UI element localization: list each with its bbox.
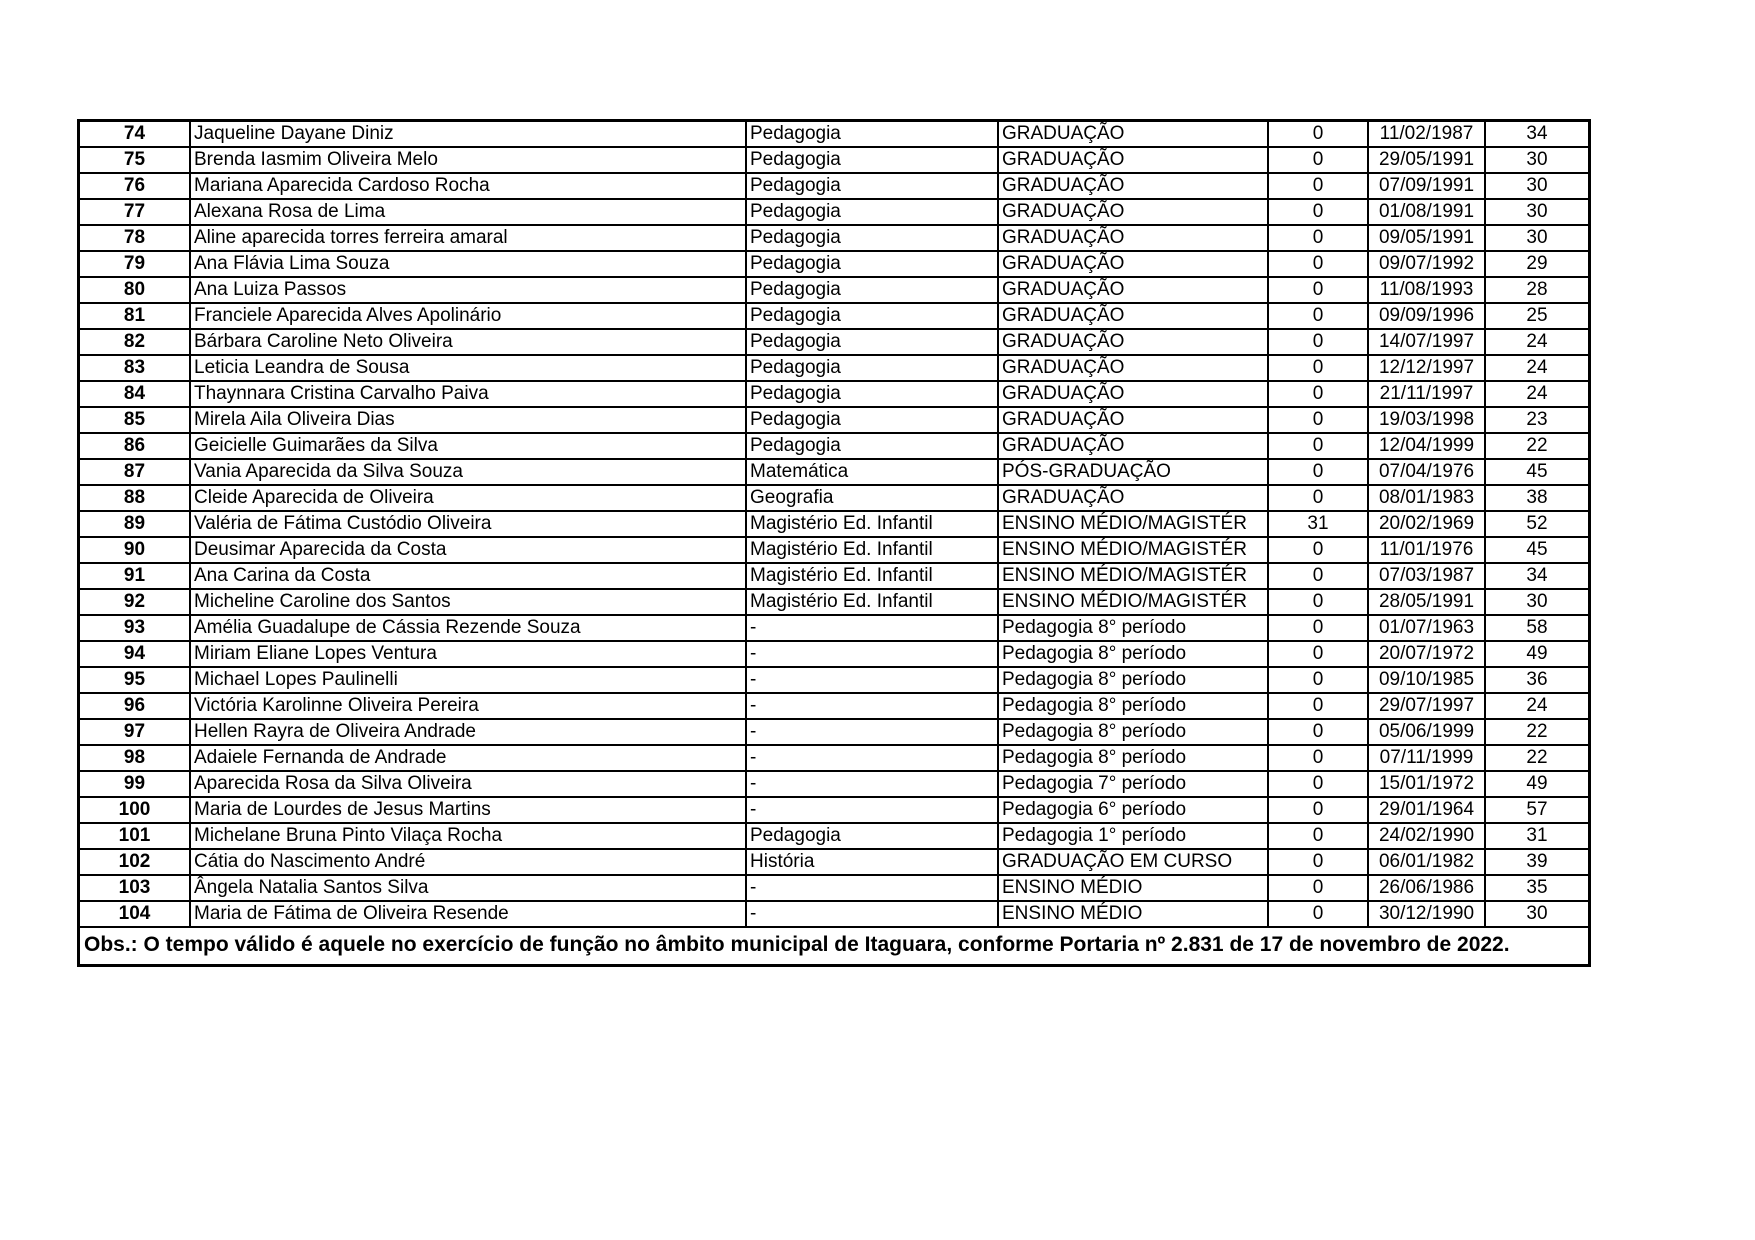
birth-date-cell: 01/08/1991 — [1368, 199, 1485, 225]
birth-date-cell: 12/04/1999 — [1368, 433, 1485, 459]
candidate-name: Geicielle Guimarães da Silva — [190, 433, 746, 459]
service-time-cell: 0 — [1268, 797, 1368, 823]
service-time-cell: 0 — [1268, 615, 1368, 641]
education-level-cell: GRADUAÇÃO — [998, 355, 1268, 381]
education-level-cell: GRADUAÇÃO — [998, 199, 1268, 225]
candidate-name: Cátia do Nascimento André — [190, 849, 746, 875]
service-time-cell: 0 — [1268, 303, 1368, 329]
service-time-cell: 0 — [1268, 147, 1368, 173]
row-number: 89 — [80, 511, 190, 537]
candidate-name: Brenda Iasmim Oliveira Melo — [190, 147, 746, 173]
table-row — [80, 173, 1588, 199]
education-level-cell: PÓS-GRADUAÇÃO — [998, 459, 1268, 485]
row-number: 102 — [80, 849, 190, 875]
table-row — [80, 771, 1588, 797]
birth-date-cell: 08/01/1983 — [1368, 485, 1485, 511]
candidate-name: Ana Flávia Lima Souza — [190, 251, 746, 277]
education-level-cell: GRADUAÇÃO — [998, 303, 1268, 329]
age-cell: 23 — [1485, 407, 1588, 433]
birth-date-cell: 09/09/1996 — [1368, 303, 1485, 329]
table-row — [80, 537, 1588, 563]
birth-date-cell: 05/06/1999 — [1368, 719, 1485, 745]
table-row — [80, 823, 1588, 849]
formation-cell: - — [746, 771, 998, 797]
education-level-cell: GRADUAÇÃO — [998, 147, 1268, 173]
candidate-name: Thaynnara Cristina Carvalho Paiva — [190, 381, 746, 407]
service-time-cell: 0 — [1268, 693, 1368, 719]
table-row — [80, 615, 1588, 641]
table-row — [80, 381, 1588, 407]
birth-date-cell: 07/03/1987 — [1368, 563, 1485, 589]
candidate-name: Deusimar Aparecida da Costa — [190, 537, 746, 563]
education-level-cell: ENSINO MÉDIO — [998, 901, 1268, 927]
education-level-cell: Pedagogia 1° período — [998, 823, 1268, 849]
row-number: 91 — [80, 563, 190, 589]
table-row — [80, 875, 1588, 901]
service-time-cell: 0 — [1268, 667, 1368, 693]
age-cell: 28 — [1485, 277, 1588, 303]
row-number: 82 — [80, 329, 190, 355]
candidate-name: Franciele Aparecida Alves Apolinário — [190, 303, 746, 329]
row-number: 95 — [80, 667, 190, 693]
birth-date-cell: 11/02/1987 — [1368, 122, 1485, 147]
birth-date-cell: 20/07/1972 — [1368, 641, 1485, 667]
formation-cell: Pedagogia — [746, 277, 998, 303]
candidate-name: Vania Aparecida da Silva Souza — [190, 459, 746, 485]
birth-date-cell: 19/03/1998 — [1368, 407, 1485, 433]
service-time-cell: 0 — [1268, 563, 1368, 589]
candidate-name: Amélia Guadalupe de Cássia Rezende Souza — [190, 615, 746, 641]
service-time-cell: 0 — [1268, 537, 1368, 563]
education-level-cell: GRADUAÇÃO — [998, 122, 1268, 147]
age-cell: 30 — [1485, 901, 1588, 927]
row-number: 74 — [80, 122, 190, 147]
service-time-cell: 0 — [1268, 719, 1368, 745]
candidate-name: Aline aparecida torres ferreira amaral — [190, 225, 746, 251]
observation-note: Obs.: O tempo válido é aquele no exercício de função no âmbito municipal de Itaguara, conforme Portaria nº 2.831 de 17 de novembro de 2022. — [84, 933, 1510, 956]
age-cell: 22 — [1485, 745, 1588, 771]
row-number: 75 — [80, 147, 190, 173]
candidate-name: Alexana Rosa de Lima — [190, 199, 746, 225]
formation-cell: - — [746, 901, 998, 927]
formation-cell: Pedagogia — [746, 303, 998, 329]
row-number: 104 — [80, 901, 190, 927]
service-time-cell: 0 — [1268, 277, 1368, 303]
birth-date-cell: 09/05/1991 — [1368, 225, 1485, 251]
table-row — [80, 355, 1588, 381]
age-cell: 58 — [1485, 615, 1588, 641]
formation-cell: - — [746, 797, 998, 823]
row-number: 101 — [80, 823, 190, 849]
age-cell: 38 — [1485, 485, 1588, 511]
table-row — [80, 901, 1588, 927]
formation-cell: Pedagogia — [746, 823, 998, 849]
education-level-cell: ENSINO MÉDIO/MAGISTÉR — [998, 563, 1268, 589]
birth-date-cell: 30/12/1990 — [1368, 901, 1485, 927]
service-time-cell: 0 — [1268, 745, 1368, 771]
row-number: 96 — [80, 693, 190, 719]
birth-date-cell: 29/05/1991 — [1368, 147, 1485, 173]
row-number: 87 — [80, 459, 190, 485]
row-number: 92 — [80, 589, 190, 615]
service-time-cell: 31 — [1268, 511, 1368, 537]
classification-table — [77, 119, 1591, 967]
candidate-name: Ana Luiza Passos — [190, 277, 746, 303]
age-cell: 49 — [1485, 641, 1588, 667]
table-row — [80, 251, 1588, 277]
age-cell: 24 — [1485, 355, 1588, 381]
birth-date-cell: 07/09/1991 — [1368, 173, 1485, 199]
birth-date-cell: 12/12/1997 — [1368, 355, 1485, 381]
row-number: 88 — [80, 485, 190, 511]
education-level-cell: GRADUAÇÃO — [998, 225, 1268, 251]
formation-cell: - — [746, 641, 998, 667]
age-cell: 30 — [1485, 173, 1588, 199]
service-time-cell: 0 — [1268, 381, 1368, 407]
education-level-cell: ENSINO MÉDIO/MAGISTÉR — [998, 589, 1268, 615]
table-row — [80, 745, 1588, 771]
formation-cell: Pedagogia — [746, 225, 998, 251]
birth-date-cell: 09/10/1985 — [1368, 667, 1485, 693]
education-level-cell: Pedagogia 8° período — [998, 719, 1268, 745]
formation-cell: Pedagogia — [746, 251, 998, 277]
formation-cell: - — [746, 719, 998, 745]
row-number: 90 — [80, 537, 190, 563]
education-level-cell: ENSINO MÉDIO — [998, 875, 1268, 901]
row-number: 76 — [80, 173, 190, 199]
table-row — [80, 433, 1588, 459]
table-row — [80, 485, 1588, 511]
service-time-cell: 0 — [1268, 901, 1368, 927]
row-number: 79 — [80, 251, 190, 277]
row-number: 97 — [80, 719, 190, 745]
candidate-name: Maria de Fátima de Oliveira Resende — [190, 901, 746, 927]
formation-cell: - — [746, 667, 998, 693]
age-cell: 52 — [1485, 511, 1588, 537]
candidate-name: Aparecida Rosa da Silva Oliveira — [190, 771, 746, 797]
candidate-name: Jaqueline Dayane Diniz — [190, 122, 746, 147]
education-level-cell: GRADUAÇÃO — [998, 381, 1268, 407]
birth-date-cell: 14/07/1997 — [1368, 329, 1485, 355]
age-cell: 31 — [1485, 823, 1588, 849]
education-level-cell: GRADUAÇÃO — [998, 329, 1268, 355]
age-cell: 25 — [1485, 303, 1588, 329]
age-cell: 30 — [1485, 199, 1588, 225]
row-number: 77 — [80, 199, 190, 225]
age-cell: 30 — [1485, 589, 1588, 615]
service-time-cell: 0 — [1268, 849, 1368, 875]
candidate-name: Bárbara Caroline Neto Oliveira — [190, 329, 746, 355]
birth-date-cell: 29/01/1964 — [1368, 797, 1485, 823]
age-cell: 45 — [1485, 537, 1588, 563]
table-row — [80, 199, 1588, 225]
row-number: 78 — [80, 225, 190, 251]
candidate-name: Victória Karolinne Oliveira Pereira — [190, 693, 746, 719]
education-level-cell: GRADUAÇÃO — [998, 407, 1268, 433]
birth-date-cell: 06/01/1982 — [1368, 849, 1485, 875]
row-number: 100 — [80, 797, 190, 823]
birth-date-cell: 07/04/1976 — [1368, 459, 1485, 485]
education-level-cell: GRADUAÇÃO — [998, 277, 1268, 303]
candidate-name: Cleide Aparecida de Oliveira — [190, 485, 746, 511]
education-level-cell: Pedagogia 8° período — [998, 693, 1268, 719]
education-level-cell: GRADUAÇÃO — [998, 433, 1268, 459]
row-number: 103 — [80, 875, 190, 901]
education-level-cell: GRADUAÇÃO — [998, 173, 1268, 199]
formation-cell: Pedagogia — [746, 199, 998, 225]
formation-cell: Matemática — [746, 459, 998, 485]
candidate-name: Michael Lopes Paulinelli — [190, 667, 746, 693]
age-cell: 30 — [1485, 147, 1588, 173]
education-level-cell: GRADUAÇÃO — [998, 251, 1268, 277]
formation-cell: - — [746, 875, 998, 901]
age-cell: 45 — [1485, 459, 1588, 485]
row-number: 81 — [80, 303, 190, 329]
formation-cell: Magistério Ed. Infantil — [746, 537, 998, 563]
table-row — [80, 797, 1588, 823]
row-number: 83 — [80, 355, 190, 381]
table-row — [80, 719, 1588, 745]
formation-cell: Pedagogia — [746, 381, 998, 407]
education-level-cell: GRADUAÇÃO — [998, 485, 1268, 511]
candidate-name: Ângela Natalia Santos Silva — [190, 875, 746, 901]
row-number: 99 — [80, 771, 190, 797]
education-level-cell: Pedagogia 8° período — [998, 641, 1268, 667]
formation-cell: - — [746, 745, 998, 771]
service-time-cell: 0 — [1268, 433, 1368, 459]
candidates-table — [80, 122, 1588, 928]
age-cell: 29 — [1485, 251, 1588, 277]
row-number: 94 — [80, 641, 190, 667]
table-row — [80, 563, 1588, 589]
service-time-cell: 0 — [1268, 225, 1368, 251]
candidate-name: Leticia Leandra de Sousa — [190, 355, 746, 381]
row-number: 85 — [80, 407, 190, 433]
table-row — [80, 459, 1588, 485]
birth-date-cell: 15/01/1972 — [1368, 771, 1485, 797]
candidate-name: Adaiele Fernanda de Andrade — [190, 745, 746, 771]
row-number: 84 — [80, 381, 190, 407]
table-row — [80, 303, 1588, 329]
table-row — [80, 277, 1588, 303]
service-time-cell: 0 — [1268, 771, 1368, 797]
age-cell: 34 — [1485, 122, 1588, 147]
education-level-cell: ENSINO MÉDIO/MAGISTÉR — [998, 511, 1268, 537]
education-level-cell: Pedagogia 8° período — [998, 745, 1268, 771]
service-time-cell: 0 — [1268, 459, 1368, 485]
service-time-cell: 0 — [1268, 875, 1368, 901]
birth-date-cell: 09/07/1992 — [1368, 251, 1485, 277]
formation-cell: - — [746, 693, 998, 719]
birth-date-cell: 01/07/1963 — [1368, 615, 1485, 641]
age-cell: 24 — [1485, 693, 1588, 719]
education-level-cell: Pedagogia 7° período — [998, 771, 1268, 797]
candidate-name: Maria de Lourdes de Jesus Martins — [190, 797, 746, 823]
formation-cell: Pedagogia — [746, 407, 998, 433]
table-row — [80, 667, 1588, 693]
table-row — [80, 589, 1588, 615]
formation-cell: Pedagogia — [746, 173, 998, 199]
table-row — [80, 849, 1588, 875]
birth-date-cell: 11/01/1976 — [1368, 537, 1485, 563]
formation-cell: Magistério Ed. Infantil — [746, 511, 998, 537]
birth-date-cell: 11/08/1993 — [1368, 277, 1485, 303]
table-row — [80, 641, 1588, 667]
formation-cell: Pedagogia — [746, 147, 998, 173]
formation-cell: Magistério Ed. Infantil — [746, 563, 998, 589]
education-level-cell: Pedagogia 8° período — [998, 667, 1268, 693]
service-time-cell: 0 — [1268, 407, 1368, 433]
service-time-cell: 0 — [1268, 355, 1368, 381]
formation-cell: Pedagogia — [746, 329, 998, 355]
table-row — [80, 329, 1588, 355]
age-cell: 22 — [1485, 719, 1588, 745]
birth-date-cell: 21/11/1997 — [1368, 381, 1485, 407]
candidate-name: Michelane Bruna Pinto Vilaça Rocha — [190, 823, 746, 849]
birth-date-cell: 26/06/1986 — [1368, 875, 1485, 901]
service-time-cell: 0 — [1268, 122, 1368, 147]
service-time-cell: 0 — [1268, 329, 1368, 355]
formation-cell: História — [746, 849, 998, 875]
age-cell: 39 — [1485, 849, 1588, 875]
age-cell: 30 — [1485, 225, 1588, 251]
table-row — [80, 225, 1588, 251]
formation-cell: Pedagogia — [746, 122, 998, 147]
birth-date-cell: 24/02/1990 — [1368, 823, 1485, 849]
birth-date-cell: 07/11/1999 — [1368, 745, 1485, 771]
table-row — [80, 147, 1588, 173]
table-row — [80, 693, 1588, 719]
formation-cell: - — [746, 615, 998, 641]
row-number: 80 — [80, 277, 190, 303]
candidate-name: Ana Carina da Costa — [190, 563, 746, 589]
table-row — [80, 122, 1588, 147]
service-time-cell: 0 — [1268, 589, 1368, 615]
service-time-cell: 0 — [1268, 823, 1368, 849]
age-cell: 49 — [1485, 771, 1588, 797]
birth-date-cell: 20/02/1969 — [1368, 511, 1485, 537]
candidate-name: Mirela Aila Oliveira Dias — [190, 407, 746, 433]
age-cell: 34 — [1485, 563, 1588, 589]
candidate-name: Micheline Caroline dos Santos — [190, 589, 746, 615]
age-cell: 35 — [1485, 875, 1588, 901]
education-level-cell: Pedagogia 8° período — [998, 615, 1268, 641]
age-cell: 57 — [1485, 797, 1588, 823]
formation-cell: Pedagogia — [746, 355, 998, 381]
service-time-cell: 0 — [1268, 251, 1368, 277]
row-number: 93 — [80, 615, 190, 641]
education-level-cell: GRADUAÇÃO EM CURSO — [998, 849, 1268, 875]
formation-cell: Geografia — [746, 485, 998, 511]
formation-cell: Magistério Ed. Infantil — [746, 589, 998, 615]
table-row — [80, 407, 1588, 433]
table-body — [80, 122, 1588, 927]
birth-date-cell: 29/07/1997 — [1368, 693, 1485, 719]
age-cell: 24 — [1485, 381, 1588, 407]
candidate-name: Miriam Eliane Lopes Ventura — [190, 641, 746, 667]
service-time-cell: 0 — [1268, 173, 1368, 199]
age-cell: 36 — [1485, 667, 1588, 693]
education-level-cell: ENSINO MÉDIO/MAGISTÉR — [998, 537, 1268, 563]
candidate-name: Valéria de Fátima Custódio Oliveira — [190, 511, 746, 537]
age-cell: 22 — [1485, 433, 1588, 459]
candidate-name: Mariana Aparecida Cardoso Rocha — [190, 173, 746, 199]
age-cell: 24 — [1485, 329, 1588, 355]
birth-date-cell: 28/05/1991 — [1368, 589, 1485, 615]
formation-cell: Pedagogia — [746, 433, 998, 459]
row-number: 86 — [80, 433, 190, 459]
service-time-cell: 0 — [1268, 199, 1368, 225]
table-row — [80, 511, 1588, 537]
row-number: 98 — [80, 745, 190, 771]
service-time-cell: 0 — [1268, 485, 1368, 511]
education-level-cell: Pedagogia 6° período — [998, 797, 1268, 823]
service-time-cell: 0 — [1268, 641, 1368, 667]
candidate-name: Hellen Rayra de Oliveira Andrade — [190, 719, 746, 745]
